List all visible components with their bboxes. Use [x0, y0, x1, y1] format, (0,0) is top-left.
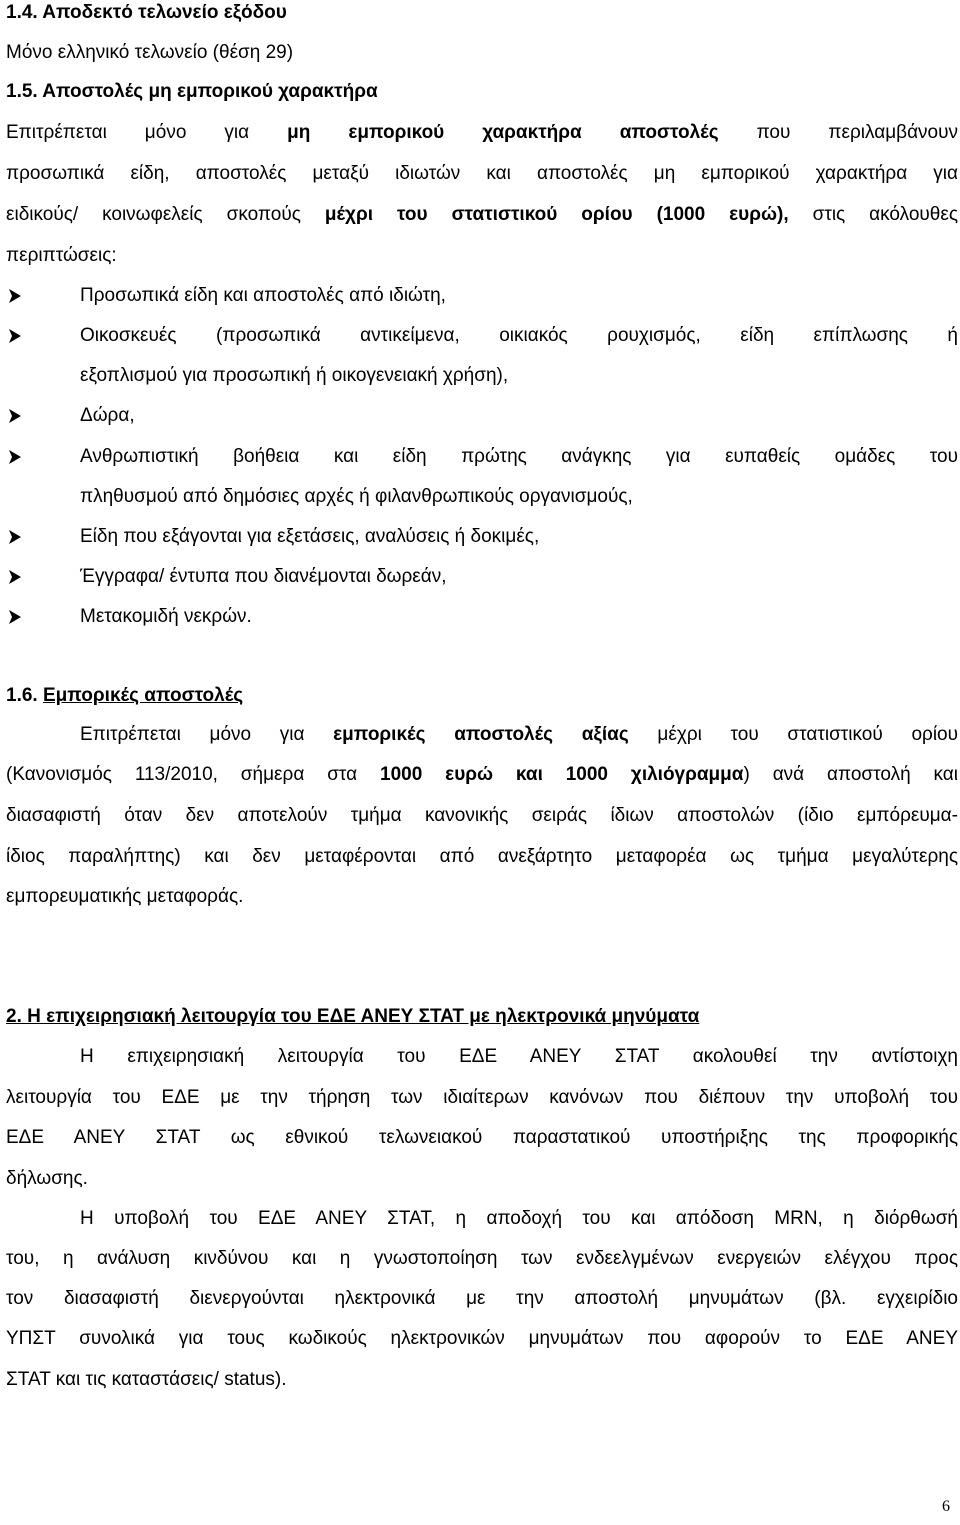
para-text: (Κανονισμός 113/2010, σήμερα στα	[6, 764, 358, 785]
arrow-bullet-icon	[8, 529, 22, 545]
bullet-item-household-cont: εξοπλισμού για προσωπική ή οικογενειακή χρήση),	[80, 365, 509, 386]
para-text: Επιτρέπεται μόνο για	[6, 122, 250, 143]
bullet-item-gifts: Δώρα,	[80, 405, 135, 426]
para-text: ειδικούς/ κοινωφελείς σκοπούς	[6, 204, 301, 225]
arrow-bullet-icon	[8, 288, 22, 304]
section-title: Εμπορικές αποστολές	[42, 685, 244, 706]
section-2-para-1-line-4: δήλωσης.	[6, 1168, 88, 1189]
section-1-6-line-2	[6, 763, 958, 787]
section-2-para-2-line-3: τον διασαφιστή διενεργούνται ηλεκτρονικά με την αποστολή μηνυμάτων (βλ. εγχειρίδιο	[6, 1288, 958, 1309]
bullet-item-remains: Μετακομιδή νεκρών.	[80, 606, 252, 627]
section-1-6-line-1	[80, 723, 958, 747]
bullet-item-documents: Έγγραφα/ έντυπα που διανέμονται δωρεάν,	[80, 566, 447, 587]
section-1-5-para-line-1	[6, 121, 958, 145]
arrow-bullet-icon	[8, 408, 22, 424]
para-text: Επιτρέπεται μόνο για	[80, 724, 305, 745]
section-1-5-para-line-3	[6, 203, 958, 227]
section-1-4-text: Μόνο ελληνικό τελωνείο (θέση 29)	[6, 42, 294, 63]
section-1-6-heading	[6, 684, 958, 708]
section-2-para-1-line-1: Η επιχειρησιακή λειτουργία του ΕΔΕ ΑΝΕΥ ΣΤΑΤ ακολουθεί την αντίστοιχη	[80, 1046, 958, 1067]
para-bold-text: εμπορικές αποστολές αξίας	[333, 724, 629, 745]
bullet-item-humanitarian-cont: πληθυσμού από δημόσιες αρχές ή φιλανθρωπικούς οργανισμούς,	[80, 486, 633, 507]
para-bold-text: μη εμπορικού χαρακτήρα αποστολές	[287, 122, 719, 143]
section-1-6-line-3: διασαφιστή όταν δεν αποτελούν τμήμα κανονικής σειράς ίδιων αποστολών (ίδιο εμπόρευμα-	[6, 805, 958, 826]
section-2-para-2-line-1: Η υποβολή του ΕΔΕ ΑΝΕΥ ΣΤΑΤ, η αποδοχή του και απόδοση MRN, η διόρθωσή	[80, 1208, 958, 1229]
para-text: ) ανά αποστολή και	[743, 764, 959, 785]
bullet-item-household: Οικοσκευές (προσωπικά αντικείμενα, οικιακός ρουχισμός, είδη επίπλωσης ή	[80, 325, 958, 346]
section-1-6-line-5: εμπορευματικής μεταφοράς.	[6, 886, 244, 907]
section-1-4-heading: 1.4. Αποδεκτό τελωνείο εξόδου	[6, 2, 287, 23]
section-2-heading: 2. Η επιχειρησιακή λειτουργία του ΕΔΕ ΑΝΕΥ ΣΤΑΤ με ηλεκτρονικά μηνύματα	[6, 1006, 700, 1027]
page-number: 6	[942, 1498, 950, 1515]
section-1-5-para-line-2: προσωπικά είδη, αποστολές μεταξύ ιδιωτών και αποστολές μη εμπορικού χαρακτήρα για	[6, 163, 958, 184]
arrow-bullet-icon	[8, 328, 22, 344]
para-text: μέχρι του στατιστικού ορίου	[657, 724, 958, 745]
para-bold-text: μέχρι του στατιστικού ορίου (1000 ευρώ),	[324, 204, 789, 225]
section-2-para-2-line-5: ΣΤΑΤ και τις καταστάσεις/ status).	[6, 1369, 287, 1390]
para-text: στις ακόλουθες	[812, 204, 958, 225]
section-2-para-1-line-2: λειτουργία του ΕΔΕ με την τήρηση των ιδιαίτερων κανόνων που διέπουν την υποβολή του	[6, 1087, 958, 1108]
para-text: που περιλαμβάνουν	[756, 122, 959, 143]
section-number: 1.6.	[6, 685, 38, 706]
section-2-para-2-line-4: ΥΠΣΤ συνολικά για τους κωδικούς ηλεκτρονικών μηνυμάτων που αφορούν το ΕΔΕ ΑΝΕΥ	[6, 1328, 958, 1349]
section-1-5-para-line-4: περιπτώσεις:	[6, 245, 117, 266]
arrow-bullet-icon	[8, 609, 22, 625]
section-2-para-1-line-3: ΕΔΕ ΑΝΕΥ ΣΤΑΤ ως εθνικού τελωνειακού παραστατικού υποστήριξης της προφορικής	[6, 1127, 958, 1148]
section-1-6-line-4: ίδιος παραλήπτης) και δεν μεταφέρονται από ανεξάρτητο μεταφορέα ως τμήμα μεγαλύτερης	[6, 846, 958, 867]
para-bold-text: 1000 ευρώ και 1000 χιλιόγραμμα	[380, 764, 744, 785]
bullet-item-humanitarian: Ανθρωπιστική βοήθεια και είδη πρώτης ανάγκης για ευπαθείς ομάδες του	[80, 446, 958, 467]
section-2-para-2-line-2: του, η ανάλυση κινδύνου και η γνωστοποίηση των ενδεελγμένων ενεργειών ελέγχου προς	[6, 1248, 958, 1269]
arrow-bullet-icon	[8, 569, 22, 585]
section-1-5-heading: 1.5. Αποστολές μη εμπορικού χαρακτήρα	[6, 81, 378, 102]
arrow-bullet-icon	[8, 449, 22, 465]
bullet-item-testing: Είδη που εξάγονται για εξετάσεις, αναλύσεις ή δοκιμές,	[80, 526, 540, 547]
bullet-item-personal-goods: Προσωπικά είδη και αποστολές από ιδιώτη,	[80, 285, 446, 306]
